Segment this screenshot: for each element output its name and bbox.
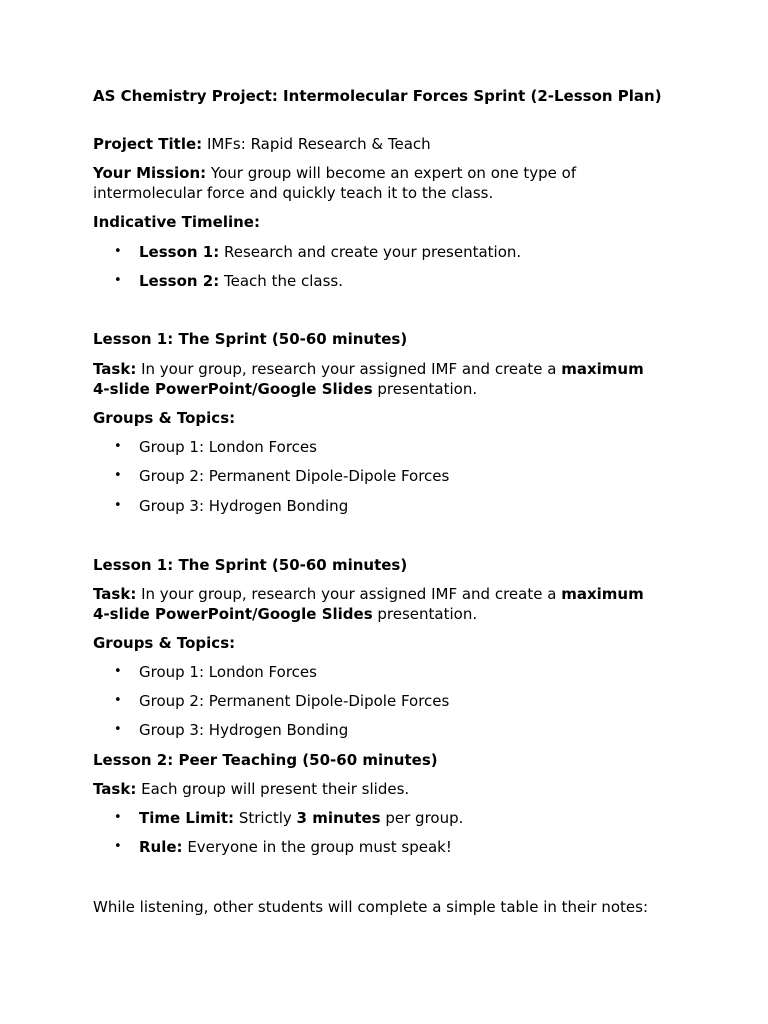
task-bold-text: 4-slide PowerPoint/Google Slides: [93, 605, 373, 623]
document-title: AS Chemistry Project: Intermolecular Forces Sprint (2-Lesson Plan): [93, 87, 662, 105]
task-bold-text: 4-slide PowerPoint/Google Slides: [93, 380, 373, 398]
timeline-item-lesson-1: [139, 242, 521, 262]
bullet-icon: •: [114, 273, 122, 288]
bullet-icon: •: [114, 839, 122, 854]
bullet-icon: •: [114, 244, 122, 259]
project-title-line: [93, 134, 693, 154]
lesson-1-heading: Lesson 1: The Sprint (50-60 minutes): [93, 556, 408, 574]
bullet-icon: •: [114, 498, 122, 513]
groups-heading: Groups & Topics:: [93, 634, 236, 652]
group-item: Group 3: Hydrogen Bonding: [139, 721, 349, 739]
mission-paragraph: [93, 163, 668, 203]
group-item: Group 1: London Forces: [139, 438, 317, 456]
timeline-item-text: Teach the class.: [224, 272, 343, 290]
timeline-item-label: Lesson 2:: [139, 272, 220, 290]
task-text: In your group, research your assigned IMF and create a: [141, 585, 557, 603]
groups-heading: Groups & Topics:: [93, 409, 236, 427]
task-text: In your group, research your assigned IMF and create a: [141, 360, 557, 378]
rule-label: Time Limit:: [139, 809, 235, 827]
bullet-icon: •: [114, 468, 122, 483]
bullet-icon: •: [114, 664, 122, 679]
rule-label: Rule:: [139, 838, 183, 856]
rule-text: Everyone in the group must speak!: [187, 838, 452, 856]
group-item: Group 2: Permanent Dipole-Dipole Forces: [139, 692, 450, 710]
group-item: Group 3: Hydrogen Bonding: [139, 497, 349, 515]
rule-bold-text: 3 minutes: [296, 809, 381, 827]
lesson-1-task-line-1: [93, 359, 693, 379]
task-text: Each group will present their slides.: [141, 780, 410, 798]
lesson-1-heading: Lesson 1: The Sprint (50-60 minutes): [93, 330, 408, 348]
closing-paragraph: While listening, other students will complete a simple table in their notes:: [93, 898, 649, 916]
rule-item-rule: [139, 837, 452, 857]
mission-text: Your group will become an expert on one type of intermolecular force and quickly teach it to the class.: [93, 164, 577, 202]
project-title-label: Project Title:: [93, 135, 203, 153]
task-text: presentation.: [377, 380, 478, 398]
lesson-1-task-line-2: [93, 379, 693, 399]
rule-text: Strictly: [238, 809, 292, 827]
lesson-2-task-line: [93, 779, 693, 799]
task-label: Task:: [93, 585, 137, 603]
timeline-item-label: Lesson 1:: [139, 243, 220, 261]
project-title-value: IMFs: Rapid Research & Teach: [206, 135, 431, 153]
lesson-1-task-line-2: [93, 604, 693, 624]
timeline-item-text: Research and create your presentation.: [224, 243, 522, 261]
bullet-icon: •: [114, 810, 122, 825]
lesson-1-task-line-1: [93, 584, 693, 604]
lesson-2-heading: Lesson 2: Peer Teaching (50-60 minutes): [93, 751, 438, 769]
group-item: Group 2: Permanent Dipole-Dipole Forces: [139, 467, 450, 485]
task-label: Task:: [93, 360, 137, 378]
bullet-icon: •: [114, 722, 122, 737]
task-label: Task:: [93, 780, 137, 798]
rule-item-time-limit: [139, 808, 463, 828]
group-item: Group 1: London Forces: [139, 663, 317, 681]
task-bold-text: maximum: [561, 585, 644, 603]
bullet-icon: •: [114, 693, 122, 708]
timeline-heading: Indicative Timeline:: [93, 213, 260, 231]
task-text: presentation.: [377, 605, 478, 623]
task-bold-text: maximum: [561, 360, 644, 378]
timeline-item-lesson-2: [139, 271, 343, 291]
bullet-icon: •: [114, 439, 122, 454]
mission-label: Your Mission:: [93, 164, 207, 182]
rule-text: per group.: [385, 809, 464, 827]
